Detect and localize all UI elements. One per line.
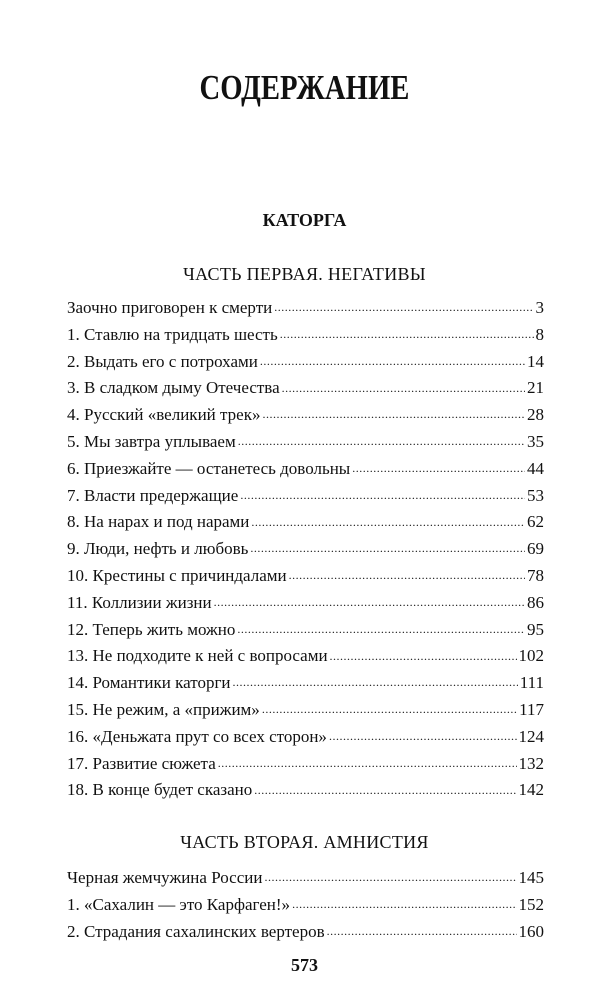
toc-entry-title: 10. Крестины с причиндалами [67,565,287,585]
toc-leader-dots [238,430,525,447]
toc-entry[interactable] [67,296,544,323]
toc-entry-page: 86 [527,592,544,612]
part-title-2: ЧАСТЬ ВТОРАЯ. АМНИСТИЯ [180,832,429,852]
toc-entry[interactable] [67,778,544,805]
toc-leader-dots [240,484,525,501]
toc-entry-title: 18. В конце будет сказано [67,780,253,800]
toc-leader-dots [262,403,525,420]
toc-leader-dots [260,350,525,367]
toc-entry[interactable] [67,671,544,698]
toc-entry[interactable] [67,893,544,920]
toc-entry-page: 145 [518,868,544,887]
toc-entry-page: 124 [518,726,544,746]
toc-leader-dots [218,752,517,769]
toc-entry-title: 15. Не режим, а «прижим» [67,699,260,719]
toc-entry-title: 17. Развитие сюжета [67,753,216,773]
toc-entry[interactable] [67,752,544,779]
toc-entry-title: 6. Приезжайте — останетесь довольны [67,458,351,478]
book-title: КАТОРГА [262,210,347,230]
toc-entry-page: 35 [527,431,544,451]
page-number: 573 [291,955,318,975]
toc-leader-dots [250,537,525,554]
toc-entry-page: 95 [527,619,544,639]
toc-entry[interactable] [67,644,544,671]
toc-entry-page: 3 [535,298,544,317]
toc-entry-page: 78 [527,565,544,585]
toc-entry-page: 132 [518,753,544,773]
toc-entry-page: 53 [527,485,544,505]
toc-leader-dots [282,376,525,393]
toc-entry-page: 152 [518,894,544,914]
toc-entry-title: 3. В сладком дыму Отечества [67,378,280,398]
toc-entry-page: 28 [527,405,544,425]
toc-leader-dots [280,323,534,340]
toc-leader-dots [327,920,517,937]
toc-entry[interactable] [67,537,544,564]
toc-entry-page: 142 [518,780,544,800]
toc-entry-title: 11. Коллизии жизни [67,592,212,612]
toc-entry[interactable] [67,484,544,511]
toc-entry-page: 69 [527,539,544,559]
toc-entry-title: 14. Романтики каторги [67,673,231,693]
toc-list-part-2 [67,866,544,946]
toc-entry[interactable] [67,920,544,947]
toc-leader-dots [214,591,525,608]
toc-leader-dots [251,510,525,527]
toc-leader-dots [330,644,517,661]
toc-entry[interactable] [67,591,544,618]
toc-entry-title: 1. «Сахалин — это Карфаген!» [67,894,291,914]
page-title: СОДЕРЖАНИЕ [199,68,410,107]
toc-entry[interactable] [67,564,544,591]
toc-entry[interactable] [67,618,544,645]
toc-entry[interactable] [67,510,544,537]
toc-entry-page: 102 [518,646,544,666]
toc-entry-page: 44 [527,458,544,478]
toc-entry[interactable] [67,698,544,725]
toc-entry-title: 16. «Деньжата прут со всех сторон» [67,726,327,746]
toc-leader-dots [262,698,517,715]
toc-leader-dots [254,778,516,795]
toc-entry[interactable] [67,430,544,457]
toc-leader-dots [352,457,525,474]
toc-entry-page: 111 [519,673,544,693]
toc-leader-dots [329,725,517,742]
toc-entry-title: 2. Страдания сахалинских вертеров [67,921,325,941]
toc-list-part-1 [67,296,544,805]
toc-entry[interactable] [67,866,544,893]
toc-entry[interactable] [67,403,544,430]
toc-leader-dots [264,866,516,883]
toc-leader-dots [274,296,533,313]
toc-leader-dots [292,893,516,910]
part-title-1: ЧАСТЬ ПЕРВАЯ. НЕГАТИВЫ [183,264,426,284]
toc-entry-title: 4. Русский «великий трек» [67,405,261,425]
toc-entry-title: 7. Власти предержащие [67,485,239,505]
toc-leader-dots [233,671,518,688]
toc-entry[interactable] [67,376,544,403]
toc-entry[interactable] [67,350,544,377]
toc-entry-title: 8. На нарах и под нарами [67,512,250,532]
toc-entry-title: Черная жемчужина России [67,868,263,887]
toc-entry-title: 9. Люди, нефть и любовь [67,539,249,559]
toc-entry-title: 13. Не подходите к ней с вопросами [67,646,328,666]
toc-entry-page: 14 [527,351,544,371]
toc-entry-page: 117 [519,699,544,719]
toc-entry-title: 12. Теперь жить можно [67,619,236,639]
toc-entry[interactable] [67,725,544,752]
toc-entry-title: 2. Выдать его с потрохами [67,351,258,371]
toc-leader-dots [289,564,525,581]
toc-entry-page: 21 [527,378,544,398]
toc-entry-page: 160 [518,921,544,941]
toc-leader-dots [237,618,525,635]
toc-entry-page: 8 [535,324,544,344]
toc-entry[interactable] [67,323,544,350]
toc-entry-page: 62 [527,512,544,532]
toc-entry-title: 5. Мы завтра уплываем [67,431,236,451]
toc-entry-title: Заочно приговорен к смерти [67,298,273,317]
toc-entry-title: 1. Ставлю на тридцать шесть [67,324,278,344]
toc-entry[interactable] [67,457,544,484]
